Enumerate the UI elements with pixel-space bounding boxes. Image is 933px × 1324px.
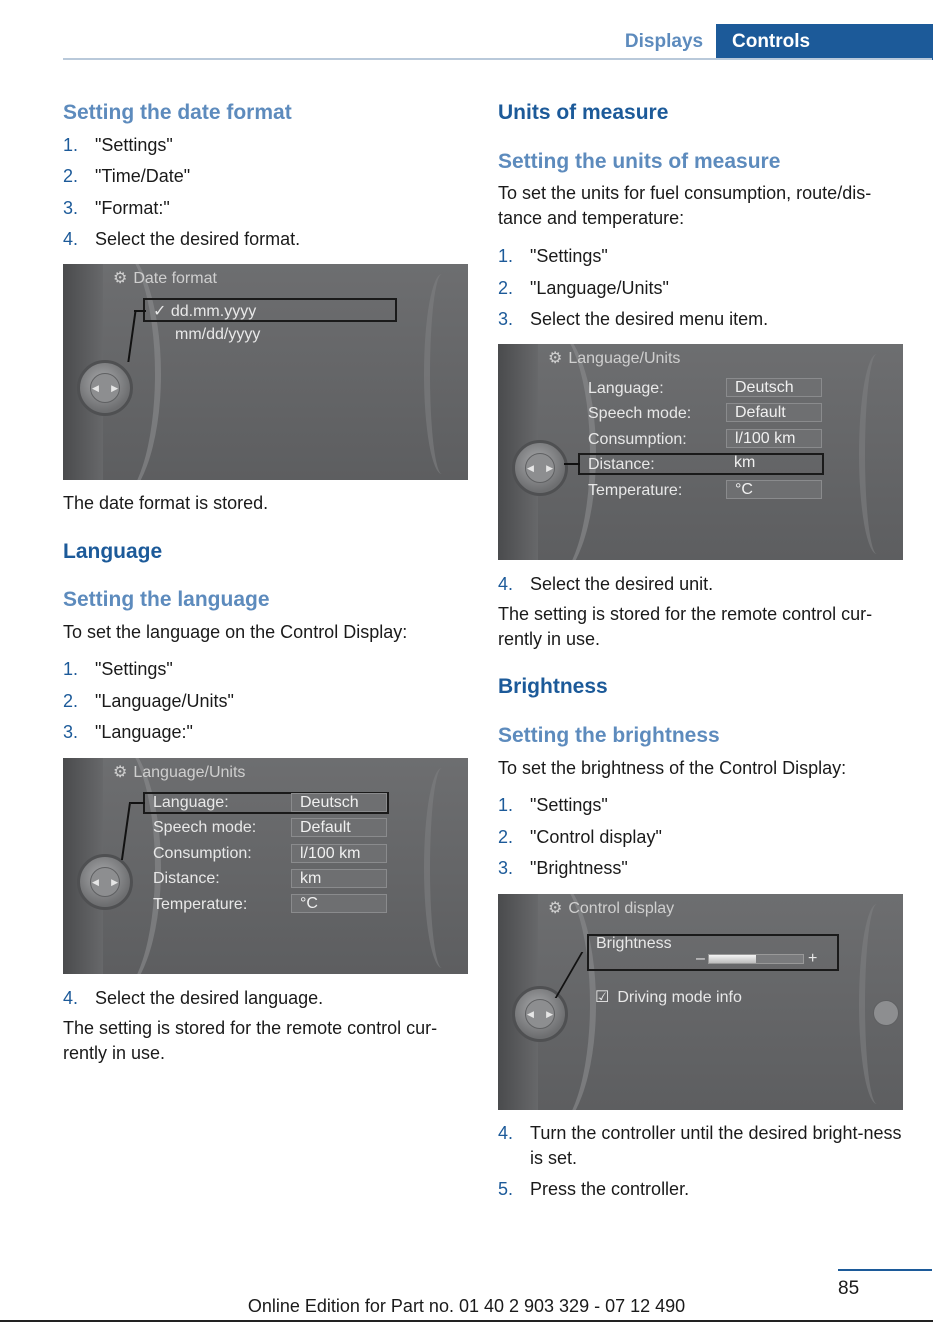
list-item: 5. Press the controller. [498,1179,690,1199]
list-item: 4. Select the desired unit. [498,574,714,594]
row-value: °C [291,894,387,913]
row-value: Deutsch [726,378,822,397]
row-value: l/100 km [291,844,387,863]
units-screen [498,344,903,560]
side-button-icon [873,1000,899,1026]
list-item: 3. "Brightness" [498,858,628,878]
list-item: 2. "Language/Units" [498,278,669,298]
list-item: 3. "Language:" [63,722,193,742]
row-label: Consumption: [588,431,687,448]
date-format-heading: Setting the date format [63,101,292,124]
screen-title: ⚙ Date format [113,270,217,287]
setting-language-heading: Setting the language [63,588,270,611]
date-format-screen [63,264,468,480]
arrows-icon: ◀ ▶ [527,462,553,473]
plus-icon: + [808,950,818,967]
language-note: The setting is stored for the remote control cur-rently in use. [63,1018,438,1063]
arrows-icon: ◀ ▶ [92,382,118,393]
brightness-fill [709,955,756,963]
row-value: Default [291,818,387,837]
row-value: km [734,454,756,471]
driving-mode-item: ☑ Driving mode info [595,989,742,1006]
row-label: Temperature: [588,482,683,499]
list-item: 1. "Settings" [63,135,173,155]
list-item: 2. "Time/Date" [63,166,191,186]
date-stored-text: The date format is stored. [63,493,269,513]
list-item: 3. Select the desired menu item. [498,309,769,329]
arrows-icon: ◀ ▶ [92,876,118,887]
list-item: 1. "Settings" [498,246,608,266]
row-label: Language: [153,794,229,811]
tab-displays: Displays [624,31,704,52]
list-item: 3. "Format:" [63,198,170,218]
list-item: 1. "Settings" [63,659,173,679]
list-item: 4. Select the desired format. [63,229,301,249]
bottom-rule [0,1320,933,1322]
row-value: Deutsch [291,793,387,812]
units-intro: To set the units for fuel consumption, route/dis-tance and temperature: [498,183,872,228]
tab-controls: Controls [716,24,933,60]
page-number: 85 [838,1278,860,1299]
date-option: mm/dd/yyyy [175,326,261,343]
row-label: Temperature: [153,896,248,913]
units-note: The setting is stored for the remote control cur-rently in use. [498,604,873,649]
brightness-slider [708,954,804,964]
arrows-icon: ◀ ▶ [527,1008,553,1019]
row-value: km [291,869,387,888]
screen-title: ⚙ Language/Units [548,350,681,367]
row-value: l/100 km [726,429,822,448]
language-intro: To set the language on the Control Display: [63,622,408,642]
row-label: Consumption: [153,845,252,862]
page-number-rule [838,1269,932,1271]
language-screen [63,758,468,974]
gear-icon: ⚙ [113,764,128,781]
checkbox-checked-icon: ☑ [595,989,610,1006]
gear-icon: ⚙ [548,900,563,917]
row-label: Speech mode: [588,405,692,422]
row-value: °C [726,480,822,499]
list-item: 2. "Control display" [498,827,662,847]
screen-title: ⚙ Language/Units [113,764,246,781]
gear-icon: ⚙ [548,350,563,367]
list-item: 4. Select the desired language. [63,988,324,1008]
setting-brightness-heading: Setting the brightness [498,724,720,747]
screen-title: ⚙ Control display [548,900,675,917]
brightness-screen [498,894,903,1110]
footer-edition: Online Edition for Part no. 01 40 2 903 329 - 07 12 490 [247,1296,686,1316]
brightness-heading: Brightness [498,675,608,698]
language-heading: Language [63,540,163,563]
setting-units-heading: Setting the units of measure [498,150,781,173]
row-label: Speech mode: [153,819,257,836]
row-label: Language: [588,380,664,397]
row-value: Default [726,403,822,422]
list-item: 2. "Language/Units" [63,691,234,711]
units-heading: Units of measure [498,101,669,124]
gear-icon: ⚙ [113,270,128,287]
row-label: Distance: [588,456,655,473]
list-item: 4. Turn the controller until the desired bright-ness is set. [498,1123,902,1168]
minus-icon: – [696,950,705,967]
brightness-intro: To set the brightness of the Control Display: [498,758,847,778]
header-divider [63,58,932,60]
row-label: Distance: [153,870,220,887]
list-item: 1. "Settings" [498,795,608,815]
brightness-label: Brightness [596,935,672,952]
date-option-selected: ✓ dd.mm.yyyy [153,303,257,320]
